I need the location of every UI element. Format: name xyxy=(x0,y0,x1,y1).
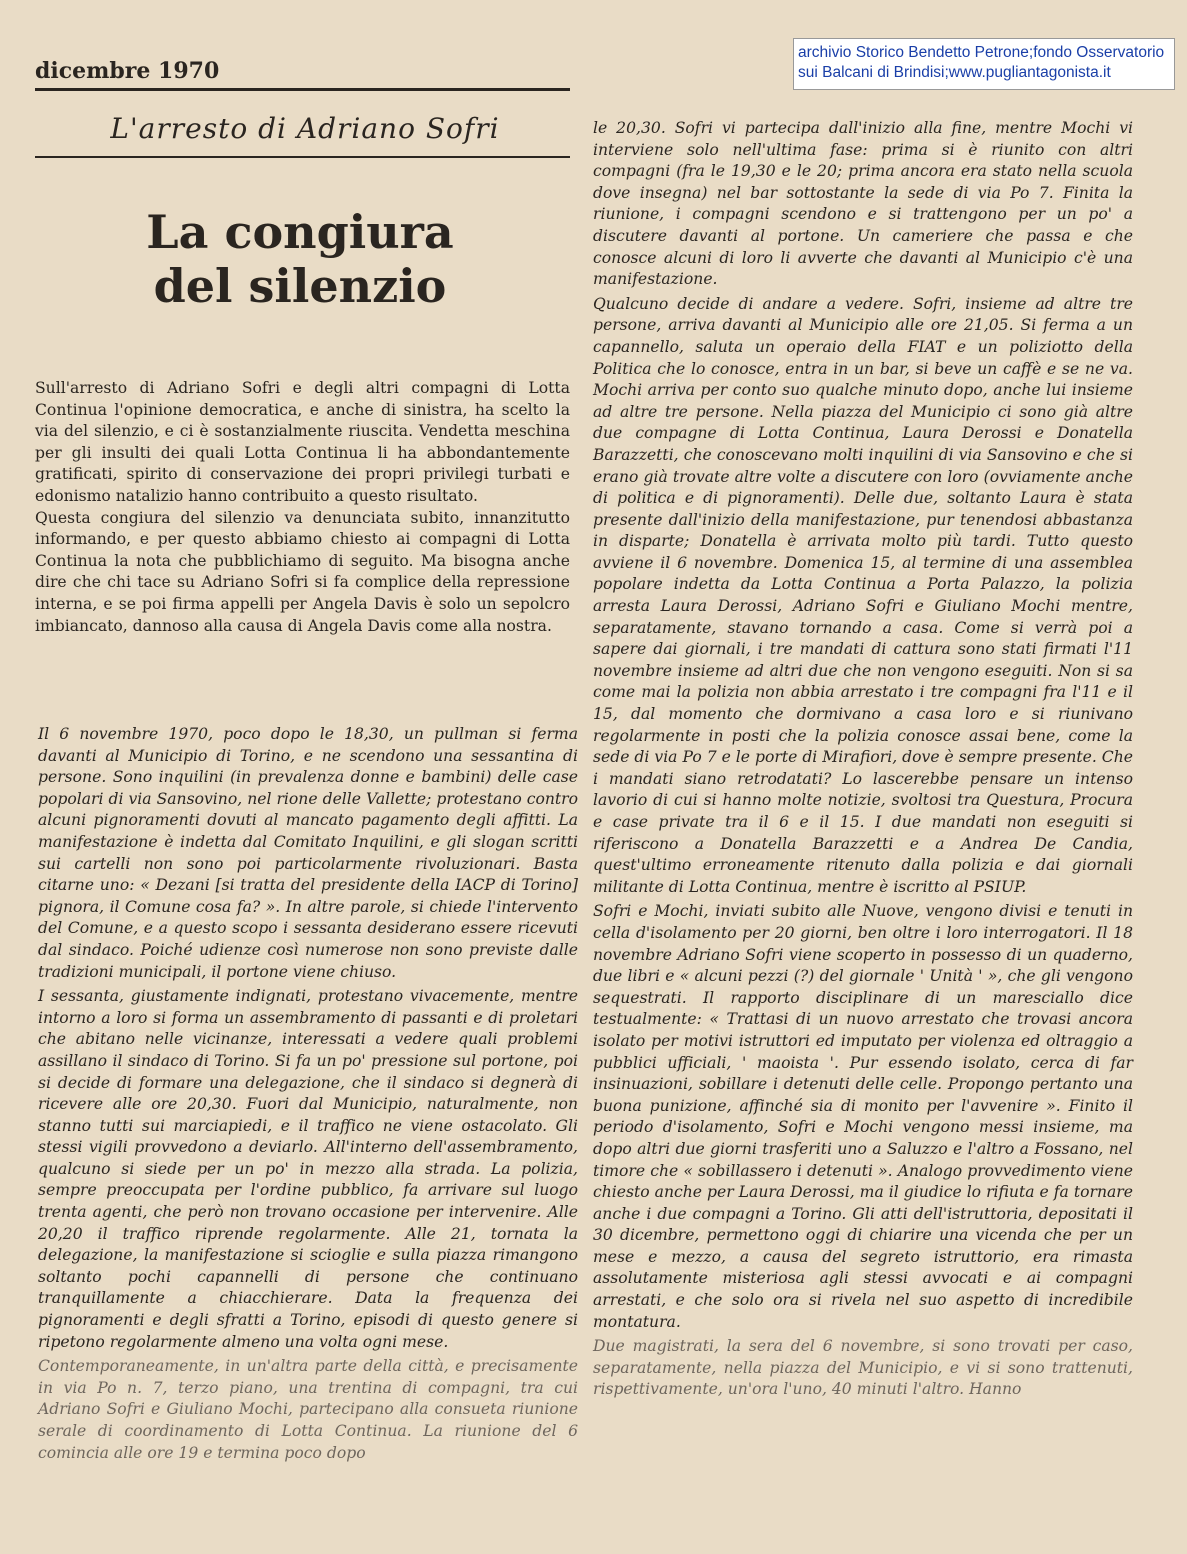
archive-note: archivio Storico Bendetto Petrone;fondo Osservatorio sui Balcani di Brindisi;www.pugliantagonista.it xyxy=(793,38,1175,90)
intro-paragraph: Sull'arresto di Adriano Sofri e degli altri compagni di Lotta Continua l'opinione democratica, e anche di sinistra, ha scelto la via del silenzio, e ci è sostanzialmente riuscita. Vendetta meschina per gli insulti dei quali Lotta Continua li ha abbondantemente gratificati, spirito di conservazione dei propri privilegi turbati e edonismo natalizio hanno contribuito a questo risultato. xyxy=(35,379,570,505)
headline-line-1: La congiura xyxy=(146,205,454,259)
article-headline xyxy=(120,205,480,313)
left-column xyxy=(38,724,578,1467)
running-head-date: dicembre 1970 xyxy=(35,58,220,84)
article-kicker: L'arresto di Adriano Sofri xyxy=(110,112,500,145)
body-paragraph: Il 6 novembre 1970, poco dopo le 18,30, un pullman si ferma davanti al Municipio di Torino, e ne scendono una sessantina di persone. Sono inquilini (in prevalenza donne e bambini) delle case popolari di via Sansovino, nel rione delle Vallette; protestano contro alcuni pignoramenti dovuti al mancato pagamento degli affitti. La manifestazione è indetta dal Comitato Inquilini, e gli slogan scritti sui cartelli non sono poi particolarmente rivoluzionari. Basta citarne uno: « Dezani [si tratta del presidente della IACP di Torino] pignora, il Comune cosa fa? ». In altre parole, si chiede l'intervento del Comune, e a questo scopo i sessanta desiderano essere ricevuti dal sindaco. Poiché udienze così numerose non sono previste dalle tradizioni municipali, il portone viene chiuso. xyxy=(38,725,578,981)
right-column xyxy=(593,118,1133,1404)
intro-text xyxy=(35,378,570,637)
headline-line-2: del silenzio xyxy=(153,259,447,313)
body-paragraph: Qualcuno decide di andare a vedere. Sofri, insieme ad altre tre persone, arriva davanti al Municipio alle ore 21,05. Si ferma a un capannello, saluta un operaio della FIAT e un poliziotto della Politica che lo conosce, entra in un bar, si beve un caffè e se ne va. Mochi arriva per conto suo qualche minuto dopo, anche lui insieme ad altre tre persone. Nella piazza del Municipio ci sono già altre due compagne di Lotta Continua, Laura Derossi e Donatella Barazzetti, che conoscevano molti inquilini di via Sansovino e che si erano già trovate altre volte a discutere con loro (ovviamente anche di politica e di pignoramenti). Delle due, soltanto Laura è stata presente dall'inizio della manifestazione, pur tenendosi abbastanza in disparte; Donatella è arrivata molto più tardi. Tutto questo avviene il 6 novembre. Domenica 15, al termine di una assemblea popolare indetta da Lotta Continua a Porta Palazzo, la polizia arresta Laura Derossi, Adriano Sofri e Giuliano Mochi mentre, separatamente, stavano tornando a casa. Come si verrà poi a sapere dai giornali, i tre mandati di cattura sono stati firmati l'11 novembre insieme ad altri due che non vengono eseguiti. Non si sa come mai la polizia non abbia arrestato i tre compagni fra l'11 e il 15, dal momento che dormivano a casa loro e si riunivano regolarmente in posti che la polizia conosce assai bene, come la sede di via Po 7 e le porte di Mirafiori, dove è sempre presente. Che i mandati siano retrodatati? Lo lascerebbe pensare un intenso lavorio di cui si hanno molte notizie, svoltosi tra Questura, Procura e case private tra il 6 e il 15. I due mandati non eseguiti si riferiscono a Donatella Barazzetti e a Andrea De Candia, quest'ultimo erroneamente ritenuto dalla polizia e dai giornali militante di Lotta Continua, mentre è iscritto al PSIUP. xyxy=(593,294,1133,896)
body-paragraph: le 20,30. Sofri vi partecipa dall'inizio alla fine, mentre Mochi vi interviene solo nell'ultima fase: prima si è riunito con altri compagni (fra le 19,30 e le 20; prima ancora era stato nella scuola dove insegna) nel bar sottostante la sede di via Po 7. Finita la riunione, i compagni scendono e si trattengono per un po' a discutere davanti al portone. Un cameriere che passa e che conosce alcuni di loro li avverte che davanti al Municipio c'è una manifestazione. xyxy=(593,119,1133,289)
header-rule xyxy=(35,88,570,91)
body-paragraph: I sessanta, giustamente indignati, protestano vivacemente, mentre intorno a loro si forma un assembramento di passanti e di proletari che abitano nelle vicinanze, interessati a vedere quali problemi assillano il sindaco di Torino. Si fa un po' pressione sul portone, poi si decide di formare una delegazione, che il sindaco si degnerà di ricevere alle ore 20,30. Fuori dal Municipio, naturalmente, non stanno tutti sui marciapiedi, e il traffico ne viene ostacolato. Gli stessi vigili provvedono a deviarlo. All'interno dell'assembramento, qualcuno si siede per un po' in mezzo alla strada. La polizia, sempre preoccupata per l'ordine pubblico, fa arrivare sul luogo trenta agenti, che però non trovano occasione per intervenire. Alle 20,20 il traffico riprende regolarmente. Alle 21, tornata la delegazione, la manifestazione si scioglie e sulla piazza rimangono soltanto pochi capannelli di persone che continuano tranquillamente a chiacchierare. Data la frequenza dei pignoramenti e degli sfratti a Torino, episodi di questo genere si ripetono regolarmente almeno una volta ogni mese. xyxy=(38,987,578,1351)
kicker-rule xyxy=(35,156,570,158)
body-paragraph: Sofri e Mochi, inviati subito alle Nuove, vengono divisi e tenuti in cella d'isolamento per 20 giorni, ben oltre i loro interrogatori. Il 18 novembre Adriano Sofri viene scoperto in possesso di un quaderno, due libri e « alcuni pezzi (?) del giornale ' Unità ' », che gli vengono sequestrati. Il rapporto disciplinare di un maresciallo dice testualmente: « Trattasi di un nuovo arrestato che trovasi ancora isolato per motivi istruttori ed imputato per violenza ed oltraggio a pubblici ufficiali, ' maoista '. Pur essendo isolato, cerca di far insinuazioni, sobillare i detenuti delle celle. Propongo pertanto una buona punizione, affinché sia di monito per l'avvenire ». Finito il periodo d'isolamento, Sofri e Mochi vengono messi insieme, ma dopo altri due giorni trasferiti uno a Saluzzo e l'altro a Fossano, nel timore che « sobillassero i detenuti ». Analogo provvedimento viene chiesto anche per Laura Derossi, ma il giudice lo rifiuta e fa tornare anche i due compagni a Torino. Gli atti dell'istruttoria, depositati il 30 dicembre, permettono oggi di chiarire una vicenda che per un mese e mezzo, a causa del segreto istruttorio, era rimasta assolutamente misteriosa agli stessi avvocati e ai compagni arrestati, e che solo ora si rivela nel suo aspetto di incredibile montatura. xyxy=(593,902,1133,1331)
body-paragraph: Contemporaneamente, in un'altra parte della città, e precisamente in via Po n. 7, terzo piano, una trentina di compagni, tra cui Adriano Sofri e Giuliano Mochi, partecipano alla consueta riunione serale di coordinamento di Lotta Continua. La riunione del 6 comincia alle ore 19 e termina poco dopo xyxy=(38,1357,578,1462)
body-paragraph: Due magistrati, la sera del 6 novembre, si sono trovati per caso, separatamente, nella piazza del Municipio, e vi si sono trattenuti, rispettivamente, un'ora l'uno, 40 minuti l'altro. Hanno xyxy=(593,1337,1133,1399)
intro-paragraph: Questa congiura del silenzio va denunciata subito, innanzitutto informando, e per questo abbiamo chiesto ai compagni di Lotta Continua la nota che pubblichiamo di seguito. Ma bisogna anche dire che chi tace su Adriano Sofri si fa complice della repressione interna, e se poi firma appelli per Angela Davis è solo un sepolcro imbiancato, dannoso alla causa di Angela Davis come alla nostra. xyxy=(35,508,570,635)
